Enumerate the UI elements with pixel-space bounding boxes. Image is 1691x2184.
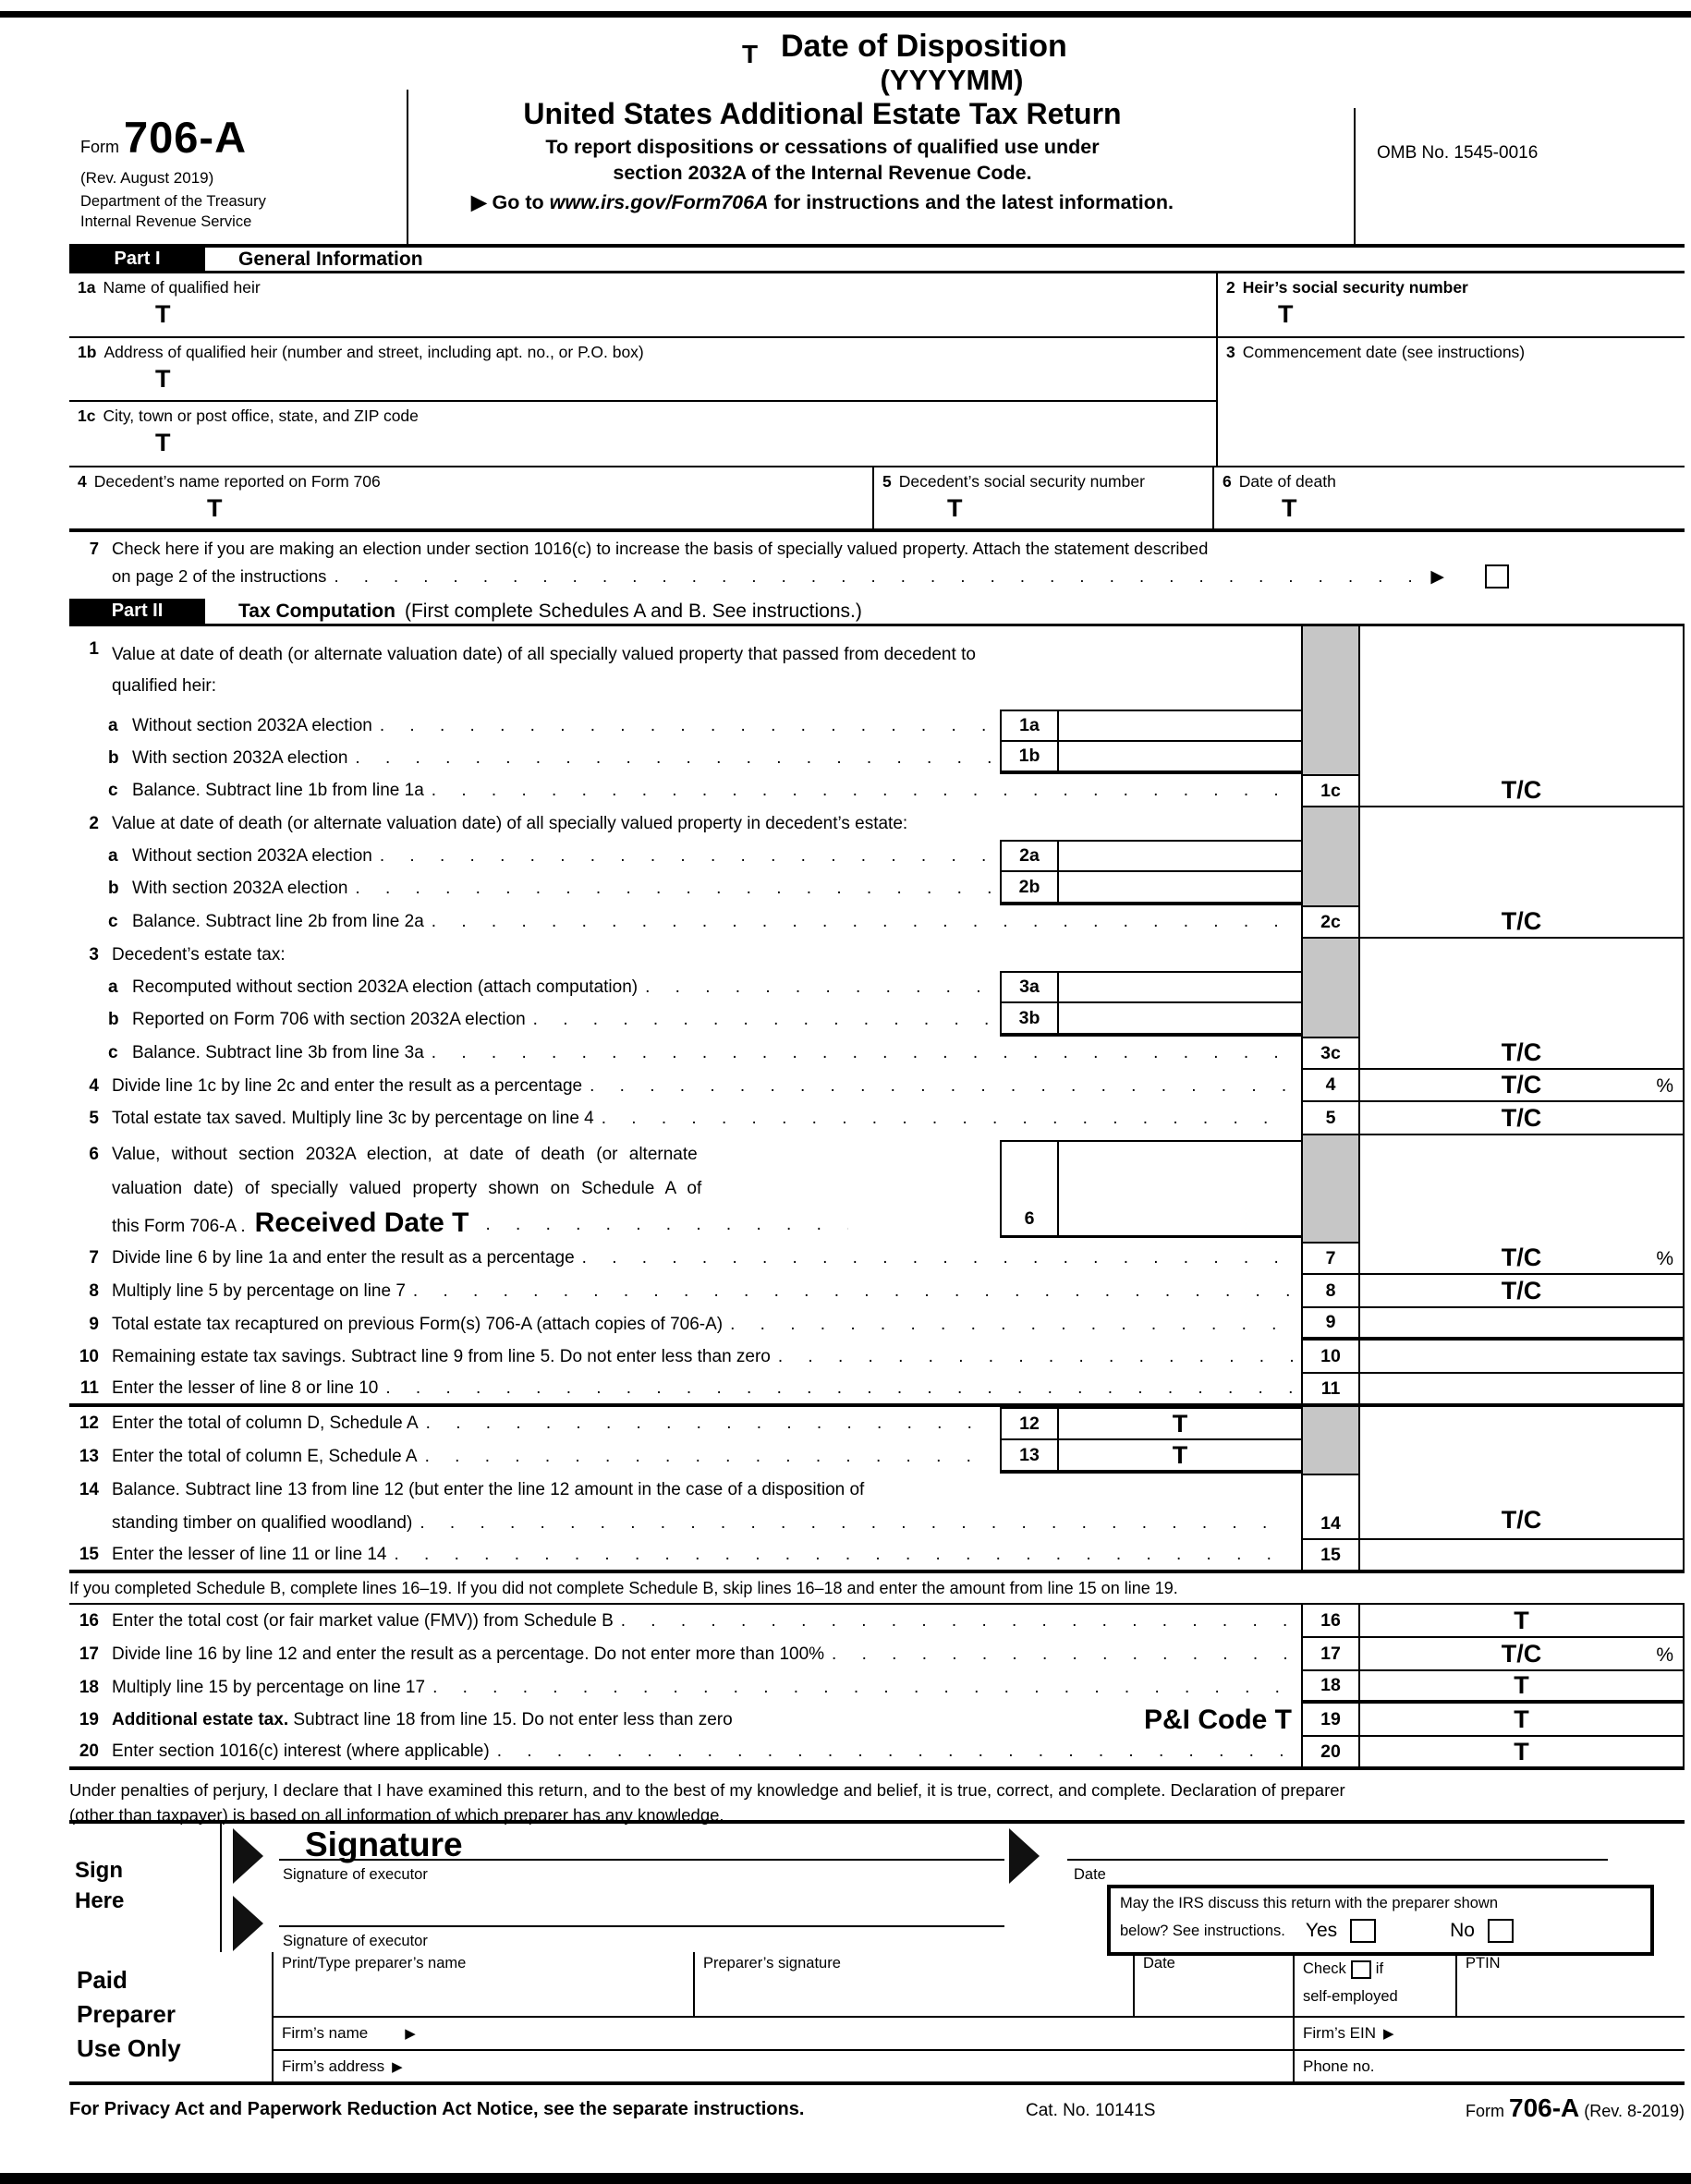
disposition-format-stamp: (YYYYMM)	[880, 64, 1024, 96]
line-6: 6 Value, without section 2032A election, at date of death (or alternate valuation date) of specially valued property shown on Schedule A of this Form 706-A . Received Date T . . . 6	[69, 1135, 1685, 1242]
line-3c: c Balance. Subtract line 3b from line 3a . . . 3c T/C	[69, 1037, 1685, 1070]
line-2-text: 2 Value at date of death (or alternate valuation date) of all specially valued property in decedent’s estate:	[69, 807, 1685, 840]
arrow-right-icon: ▶	[470, 191, 487, 213]
t-stamp: T	[1172, 1440, 1188, 1469]
form-revision: (Rev. August 2019)	[80, 169, 214, 187]
line-6-box-label: 6	[1000, 1140, 1057, 1238]
dot-leaders	[832, 1644, 1294, 1665]
firm-address-field[interactable]: Firm’s address ▶	[274, 2051, 1295, 2081]
line-number-cell: 18	[1301, 1671, 1358, 1704]
dot-leaders	[602, 1109, 1294, 1129]
line-number-cell: 16	[1301, 1605, 1358, 1638]
tc-stamp: T/C	[1501, 1071, 1542, 1098]
line-12: 12 Enter the total of column D, Schedule A . . . 12 T	[69, 1407, 1685, 1440]
line-17-amount[interactable]	[1358, 1638, 1685, 1671]
part1-row-4-5-6	[69, 467, 1685, 532]
line-14-amount[interactable]	[1358, 1474, 1685, 1540]
line-1-text: 1 Value at date of death (or alternate valuation date) of all specially valued property that passed from decedent to qualified heir:	[69, 626, 1685, 710]
shaded-cell	[1301, 710, 1358, 742]
line-3b-box-label: 3b	[1000, 1003, 1057, 1037]
arrow-right-icon: ▶	[1430, 566, 1444, 587]
line-4: 4 Divide line 1c by line 2c and enter the result as a percentage . . . 4 T/C %	[69, 1070, 1685, 1102]
dot-leaders	[432, 781, 1294, 801]
part1-row-1b-1c-3	[69, 338, 1685, 467]
form-title: United States Additional Estate Tax Return	[523, 97, 1122, 130]
date-of-disposition-stamp: Date of Disposition	[781, 29, 1067, 64]
t-stamp: T	[947, 494, 963, 522]
line-number-cell: 15	[1301, 1540, 1358, 1570]
line-number-cell: 14	[1301, 1474, 1358, 1540]
line-2a-value-box[interactable]	[1057, 840, 1301, 872]
tc-stamp: T/C	[1501, 1243, 1542, 1271]
pi-code-stamp: P&I Code T	[1143, 1705, 1292, 1735]
no-label: No	[1450, 1920, 1475, 1941]
t-stamp: T	[1278, 300, 1294, 328]
shaded-cell	[1301, 939, 1358, 971]
line-5: 5 Total estate tax saved. Multiply line 3c by percentage on line 4 . . . 5 T/C	[69, 1102, 1685, 1135]
dot-leaders	[590, 1076, 1294, 1097]
t-stamp: T	[1172, 1409, 1188, 1438]
line-number-cell: 7	[1301, 1242, 1358, 1275]
tc-stamp: T/C	[1501, 1639, 1542, 1668]
line-5-amount[interactable]	[1358, 1102, 1685, 1135]
part1-label: Part I	[69, 248, 205, 271]
line-3-text: 3 Decedent’s estate tax:	[69, 939, 1685, 971]
t-stamp: T	[1514, 1671, 1529, 1699]
part1-row-1a-2	[69, 273, 1685, 338]
t-stamp: T	[1514, 1737, 1529, 1765]
heir-city-field[interactable]: 1c City, town or post office, state, and ZIP code T	[69, 402, 1216, 466]
firm-name-field[interactable]: Firm’s name ▶	[274, 2018, 1295, 2050]
part1-row-7: 7 Check here if you are making an election under section 1016(c) to increase the basis of specially valued property. Attach the statement described on page 2 of the instructions . . . ▶	[69, 532, 1685, 599]
part1-title: General Information	[238, 248, 423, 270]
line-number-cell: 20	[1301, 1737, 1358, 1766]
line-4-amount[interactable]	[1358, 1070, 1685, 1102]
heir-address-field[interactable]: 1b Address of qualified heir (number and street, including apt. no., or P.O. box) T	[69, 338, 1216, 402]
form-number: 706-A	[124, 113, 248, 162]
line-1b-value-box[interactable]	[1057, 742, 1301, 774]
part2-title-note: (First complete Schedules A and B. See instructions.)	[404, 600, 862, 622]
line-number-cell: 2c	[1301, 905, 1358, 939]
percent-sign: %	[1656, 1248, 1673, 1269]
dot-leaders	[380, 716, 992, 736]
form-header	[69, 23, 1685, 248]
line-2c-amount[interactable]	[1358, 905, 1685, 939]
ptin-field[interactable]: PTIN	[1466, 1955, 1501, 1972]
dot-leaders	[420, 1513, 1294, 1534]
line-2b: b With section 2032A election . . . 2b	[69, 872, 1685, 905]
dot-leaders	[432, 912, 1294, 932]
line-9: 9 Total estate tax recaptured on previous Form(s) 706-A (attach copies of 706-A) . . . 9	[69, 1308, 1685, 1341]
line-12-value-box[interactable]	[1057, 1407, 1301, 1440]
form-subtitle-1: To report dispositions or cessations of qualified use under	[545, 136, 1100, 158]
goto-line: ▶ Go to www.irs.gov/Form706A for instructions and the latest information.	[470, 191, 1174, 213]
line-13-box-label: 13	[1000, 1440, 1057, 1474]
dot-leaders	[533, 1010, 992, 1030]
phone-field[interactable]: Phone no.	[1303, 2057, 1375, 2075]
line-13-value-box[interactable]	[1057, 1440, 1301, 1474]
dot-leaders	[485, 1207, 848, 1242]
line-number-cell: 10	[1301, 1341, 1358, 1374]
dot-leaders	[380, 846, 992, 867]
dot-leaders	[425, 1447, 992, 1467]
line-10: 10 Remaining estate tax savings. Subtract line 9 from line 5. Do not enter less than zero . . . 10	[69, 1341, 1685, 1374]
commencement-date-field[interactable]: 3 Commencement date (see instructions)	[1216, 338, 1685, 466]
irs-url-link[interactable]: www.irs.gov/Form706A	[549, 191, 769, 213]
shaded-cell	[1301, 1440, 1358, 1474]
form-subtitle-2: section 2032A of the Internal Revenue Code.	[613, 162, 1032, 184]
dot-leaders	[355, 748, 992, 769]
line-3b-value-box[interactable]	[1057, 1003, 1301, 1037]
name-of-heir-field[interactable]: 1a Name of qualified heir T	[69, 273, 1216, 336]
t-stamp: T	[1282, 494, 1297, 522]
part2-label: Part II	[69, 599, 205, 624]
perjury-statement: Under penalties of perjury, I declare that I have examined this return, and to the best of my knowledge and belief, it is true, correct, and complete. Declaration of preparer (other than taxpayer) is based on all information of which preparer has any knowledge.	[69, 1780, 1345, 1825]
shaded-cell	[1301, 840, 1358, 872]
line-10-amount[interactable]	[1358, 1341, 1685, 1374]
tc-stamp: T/C	[1501, 1276, 1542, 1304]
line-number-cell: 5	[1301, 1102, 1358, 1135]
dot-leaders	[426, 1414, 992, 1434]
line-7: 7 Divide line 6 by line 1a and enter the result as a percentage . . . 7 T/C %	[69, 1242, 1685, 1275]
percent-sign: %	[1656, 1075, 1673, 1097]
line-13: 13 Enter the total of column E, Schedule A . . . 13 T	[69, 1440, 1685, 1474]
dot-leaders	[645, 977, 992, 998]
line-1c: c Balance. Subtract line 1b from line 1a . . . 1c T/C	[69, 774, 1685, 807]
top-edge-bar	[0, 11, 1691, 18]
t-stamp: T	[155, 365, 171, 393]
preparer-date-field[interactable]: Date	[1135, 1952, 1295, 2016]
dot-leaders	[497, 1741, 1294, 1762]
preparer-name-field[interactable]: Print/Type preparer’s name	[274, 1952, 695, 2016]
line-1a-value-box[interactable]	[1057, 710, 1301, 742]
tc-stamp: T/C	[1501, 1037, 1542, 1066]
signature-arrow-icon	[233, 1828, 263, 1884]
line-2a: a Without section 2032A election . . . 2a	[69, 840, 1685, 872]
shaded-cell	[1301, 807, 1358, 840]
t-stamp: T	[1514, 1606, 1529, 1634]
t-stamp: T	[1514, 1705, 1529, 1733]
line-11: 11 Enter the lesser of line 8 or line 10 . . . 11	[69, 1374, 1685, 1407]
dot-leaders	[334, 566, 1416, 587]
line-19: 19 Additional estate tax. Subtract line 18 from line 15. Do not enter less than zero P&I Code T 19 T	[69, 1704, 1685, 1737]
line-2c: c Balance. Subtract line 2b from line 2a . . . 2c T/C	[69, 905, 1685, 939]
form-word: Form 706-A	[80, 113, 248, 162]
line-16: 16 Enter the total cost (or fair market value (FMV)) from Schedule B . . . 16 T	[69, 1605, 1685, 1638]
line-14: 14 Balance. Subtract line 13 from line 12 (but enter the line 12 amount in the case of a disposition of standing timber on qualified woodland) . . . 14 T/C	[69, 1474, 1685, 1540]
line-1b-box-label: 1b	[1000, 742, 1057, 774]
line-19-amount[interactable]	[1358, 1704, 1685, 1737]
shaded-cell	[1301, 872, 1358, 905]
line-number-cell: 3c	[1301, 1037, 1358, 1070]
agency-line-2: Internal Revenue Service	[80, 213, 252, 230]
line-3a: a Recomputed without section 2032A election (attach computation) . . . 3a	[69, 971, 1685, 1003]
line-3a-box-label: 3a	[1000, 971, 1057, 1003]
shaded-cell	[1301, 1003, 1358, 1037]
line-number-cell: 17	[1301, 1638, 1358, 1671]
tc-stamp: T/C	[1501, 906, 1542, 935]
line-number-cell: 8	[1301, 1275, 1358, 1308]
percent-sign: %	[1656, 1644, 1673, 1666]
line-2a-box-label: 2a	[1000, 840, 1057, 872]
line-1a-box-label: 1a	[1000, 710, 1057, 742]
dot-leaders	[582, 1248, 1294, 1268]
tc-stamp: T/C	[1501, 775, 1542, 804]
t-stamp: T	[742, 40, 759, 68]
firm-ein-field[interactable]: Firm’s EIN ▶	[1303, 2024, 1394, 2043]
sign-here-label: Sign Here	[69, 1824, 222, 1952]
signature-date-line[interactable]	[1067, 1826, 1608, 1861]
omb-number: OMB No. 1545-0016	[1377, 143, 1539, 163]
irs-discuss-box: May the IRS discuss this return with the preparer shown below? See instructions. Yes No	[1107, 1885, 1654, 1956]
shaded-cell	[1301, 742, 1358, 774]
signature-arrow-icon	[233, 1896, 263, 1951]
line-number-cell: 11	[1301, 1374, 1358, 1403]
schedule-b-note: If you completed Schedule B, complete lines 16–19. If you did not complete Schedule B, skip lines 16–18 and enter the amount from line 15 on line 19.	[69, 1573, 1685, 1605]
self-employed-checkbox[interactable]	[1351, 1960, 1371, 1979]
line-8-amount[interactable]	[1358, 1275, 1685, 1308]
line-1a: a Without section 2032A election . . . 1a	[69, 710, 1685, 742]
part2-title: Tax Computation	[238, 600, 395, 622]
line7-election-checkbox[interactable]	[1485, 564, 1509, 588]
footer-form-id: Form 706-A (Rev. 8-2019)	[1465, 2093, 1685, 2122]
arrow-right-icon: ▶	[392, 2058, 403, 2075]
signature-caption-1: Signature of executor	[283, 1866, 428, 1883]
shaded-cell	[1301, 971, 1358, 1003]
line-3a-value-box[interactable]	[1057, 971, 1301, 1003]
line-number-cell: 9	[1301, 1308, 1358, 1341]
catalog-number: Cat. No. 10141S	[1026, 2101, 1156, 2120]
schedule-b-note-row	[69, 1573, 1685, 1605]
agency-line-1: Department of the Treasury	[80, 193, 266, 210]
self-employed-cell: Check if self-employed	[1295, 1952, 1457, 2016]
arrow-right-icon: ▶	[405, 2026, 416, 2043]
line-16-amount[interactable]	[1358, 1605, 1685, 1638]
dot-leaders	[385, 1378, 1294, 1399]
line-number-cell: 4	[1301, 1070, 1358, 1102]
tc-stamp: T/C	[1501, 1103, 1542, 1132]
header-divider-right	[1354, 108, 1356, 248]
yes-label: Yes	[1305, 1920, 1338, 1941]
line-number-cell: 1c	[1301, 774, 1358, 807]
line-15-amount[interactable]	[1358, 1540, 1685, 1570]
line-9-amount[interactable]	[1358, 1308, 1685, 1341]
line-11-amount[interactable]	[1358, 1374, 1685, 1403]
part1-grid	[69, 273, 1685, 599]
privacy-notice: For Privacy Act and Paperwork Reduction Act Notice, see the separate instructions.	[69, 2099, 805, 2119]
shaded-cell	[1301, 1407, 1358, 1440]
line-8: 8 Multiply line 5 by percentage on line 7 . . . 8 T/C	[69, 1275, 1685, 1308]
part1-bar	[69, 248, 1685, 273]
dot-leaders	[778, 1347, 1294, 1367]
heir-ssn-field[interactable]: 2 Heir’s social security number T	[1216, 273, 1685, 336]
line-18: 18 Multiply line 15 by percentage on line 17 . . . 18 T	[69, 1671, 1685, 1704]
line-6-value-box[interactable]	[1057, 1140, 1301, 1238]
signature-caption-2: Signature of executor	[283, 1933, 428, 1949]
dot-leaders	[413, 1281, 1294, 1302]
line-3c-amount[interactable]	[1358, 1037, 1685, 1070]
paid-preparer-section	[69, 1952, 1685, 2085]
t-stamp: T	[155, 429, 171, 457]
t-stamp: T	[155, 300, 171, 328]
decedent-name-field[interactable]: 4 Decedent’s name reported on Form 706 T	[69, 467, 872, 528]
line-17: 17 Divide line 16 by line 12 and enter the result as a percentage. Do not enter more than 100% . . . 17 T/C %	[69, 1638, 1685, 1671]
t-stamp: T	[207, 494, 223, 522]
line-20: 20 Enter section 1016(c) interest (where applicable) . . . 20 T	[69, 1737, 1685, 1770]
signature-stamp: Signature	[305, 1826, 463, 1863]
shaded-cell	[1301, 626, 1358, 710]
dot-leaders	[395, 1545, 1295, 1565]
part2-table	[69, 626, 1685, 1770]
page-footer	[69, 2093, 1685, 2125]
line-2b-box-label: 2b	[1000, 872, 1057, 905]
part2-bar	[69, 599, 1685, 626]
dot-leaders	[355, 879, 992, 899]
line-20-amount[interactable]	[1358, 1737, 1685, 1766]
discuss-yes-checkbox[interactable]	[1350, 1919, 1376, 1943]
line-12-box-label: 12	[1000, 1407, 1057, 1440]
dot-leaders	[432, 1043, 1294, 1063]
dot-leaders	[432, 1678, 1294, 1698]
line-15: 15 Enter the lesser of line 11 or line 14 . . . 15	[69, 1540, 1685, 1573]
signature-line-1[interactable]	[279, 1826, 1004, 1861]
bottom-edge-bar	[0, 2173, 1691, 2184]
sign-here-section	[69, 1820, 1685, 1952]
tc-stamp: T/C	[1501, 1506, 1542, 1534]
discuss-no-checkbox[interactable]	[1488, 1919, 1514, 1943]
line-2b-value-box[interactable]	[1057, 872, 1301, 905]
preparer-signature-field[interactable]: Preparer’s signature	[695, 1952, 1135, 2016]
dot-leaders	[621, 1611, 1294, 1632]
line-number-cell: 19	[1301, 1704, 1358, 1737]
dot-leaders	[730, 1315, 1294, 1335]
paid-preparer-label: Paid Preparer Use Only	[69, 1952, 274, 2081]
line-18-amount[interactable]	[1358, 1671, 1685, 1704]
line-3b: b Reported on Form 706 with section 2032A election . . . 3b	[69, 1003, 1685, 1037]
line-1c-amount[interactable]	[1358, 774, 1685, 807]
received-date-stamp: Received Date T	[254, 1207, 469, 1238]
decedent-ssn-field[interactable]: 5 Decedent’s social security number T	[872, 467, 1212, 528]
arrow-right-icon: ▶	[1383, 2026, 1394, 2043]
date-arrow-icon	[1009, 1828, 1040, 1884]
line-7-amount[interactable]	[1358, 1242, 1685, 1275]
date-of-death-field[interactable]: 6 Date of death T	[1212, 467, 1685, 528]
shaded-cell	[1301, 1135, 1358, 1242]
date-caption: Date	[1074, 1866, 1106, 1883]
signature-line-2[interactable]	[279, 1892, 1004, 1927]
line-1b: b With section 2032A election . . . 1b	[69, 742, 1685, 774]
